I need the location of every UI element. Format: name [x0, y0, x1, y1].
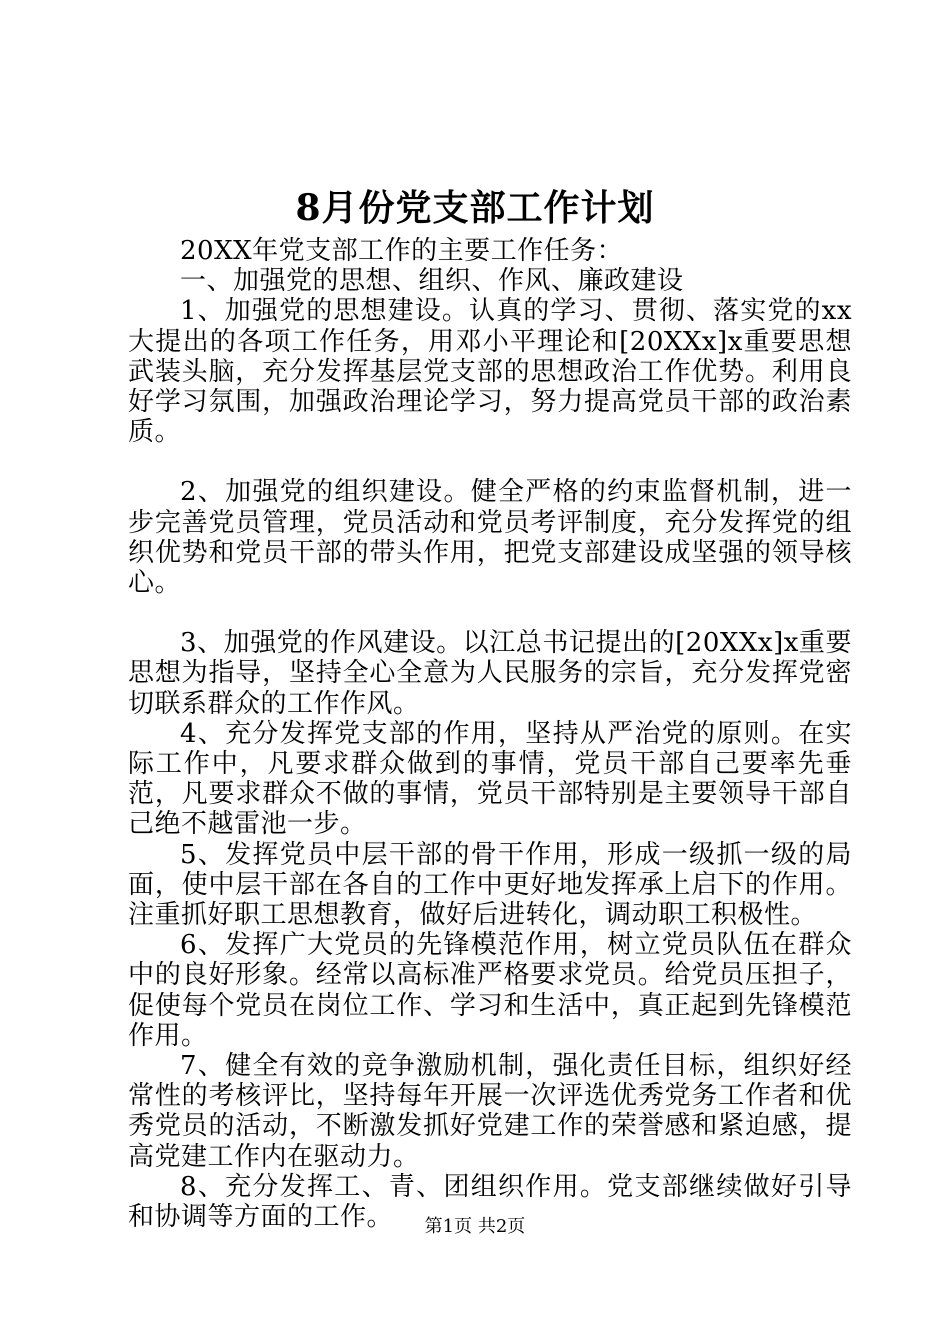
paragraph-item-3: 3、加强党的作风建设。以江总书记提出的[20XXx]x重要思想为指导，坚持全心全意为人民服务的宗旨，充分发挥党密切联系群众的工作作风。	[128, 628, 852, 719]
paragraph-item-4: 4、充分发挥党支部的作用，坚持从严治党的原则。在实际工作中，凡要求群众做到的事情，党员干部自己要率先垂范，凡要求群众不做的事情，党员干部特别是主要领导干部自己绝不越雷池一步。	[128, 718, 852, 840]
paragraph-item-2: 2、加强党的组织建设。健全严格的约束监督机制，进一步完善党员管理，党员活动和党员考评制度，充分发挥党的组织优势和党员干部的带头作用，把党支部建设成坚强的领导核心。	[128, 477, 852, 599]
paragraph-item-6: 6、发挥广大党员的先锋模范作用，树立党员队伍在群众中的良好形象。经常以高标准严格要求党员。给党员压担子，促使每个党员在岗位工作、学习和生活中，真正起到先锋模范作用。	[128, 930, 852, 1051]
paragraph-item-5: 5、发挥党员中层干部的骨干作用，形成一级抓一级的局面，使中层干部在各自的工作中更好地发挥承上启下的作用。注重抓好职工思想教育，做好后进转化，调动职工积极性。	[128, 839, 852, 931]
paragraph-item-8: 8、充分发挥工、青、团组织作用。党支部继续做好引导和协调等方面的工作。	[128, 1171, 852, 1233]
paragraph-item-7: 7、健全有效的竞争激励机制，强化责任目标，组织好经常性的考核评比，坚持每年开展一次评选优秀党务工作者和优秀党员的活动，不断激发抓好党建工作的荣誉感和紧迫感，提高党建工作内在驱动力。	[128, 1051, 852, 1172]
document-body	[128, 236, 852, 1232]
section-heading: 一、加强党的思想、组织、作风、廉政建设	[180, 266, 684, 297]
paragraph-item-1: 1、加强党的思想建设。认真的学习、贯彻、落实党的xx大提出的各项工作任务，用邓小平理论和[20XXx]x重要思想武装头脑，充分发挥基层党支部的思想政治工作优势。利用良好学习氛围，加强政治理论学习，努力提高党员干部的政治素质。	[128, 296, 852, 448]
document-title: 8月份党支部工作计划	[295, 187, 655, 229]
paragraph-intro: 20XX年党支部工作的主要工作任务：	[180, 236, 624, 266]
page-number-footer: 第1页 共2页	[424, 1216, 526, 1237]
